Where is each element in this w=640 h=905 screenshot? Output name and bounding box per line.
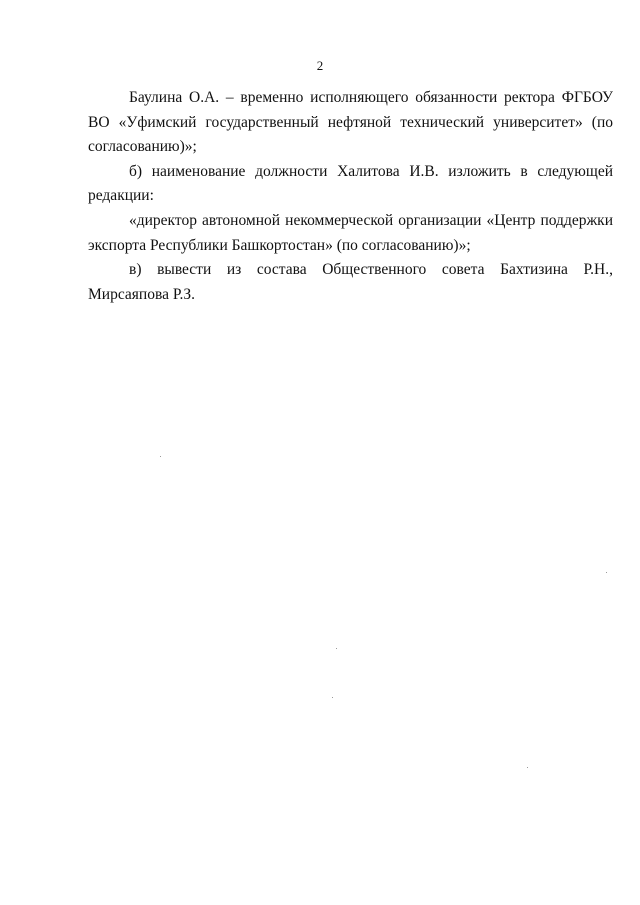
paragraph-baulina: Баулина О.А. – временно исполняющего обязанности ректора ФГБОУ ВО «Уфимский государственный нефтяной технический университет» (по согласованию)»; <box>88 89 613 156</box>
paragraph-new-title: «директор автономной некоммерческой организации «Центр поддержки экспорта Республики Башкортостан» (по согласованию)»; <box>88 211 613 254</box>
paragraph-remove-members: в) вывести из состава Общественного совета Бахтизина Р.Н., Мирсаяпова Р.З. <box>88 261 613 303</box>
scan-speck <box>160 456 161 457</box>
document-body <box>88 86 613 307</box>
scan-speck <box>332 697 333 698</box>
scan-speck <box>606 572 607 573</box>
paragraph-khalitov-title: б) наименование должности Халитова И.В. изложить в следующей редакции: <box>88 162 613 205</box>
page-number: 2 <box>316 58 324 73</box>
scan-speck <box>336 648 337 649</box>
scan-speck <box>527 767 528 768</box>
